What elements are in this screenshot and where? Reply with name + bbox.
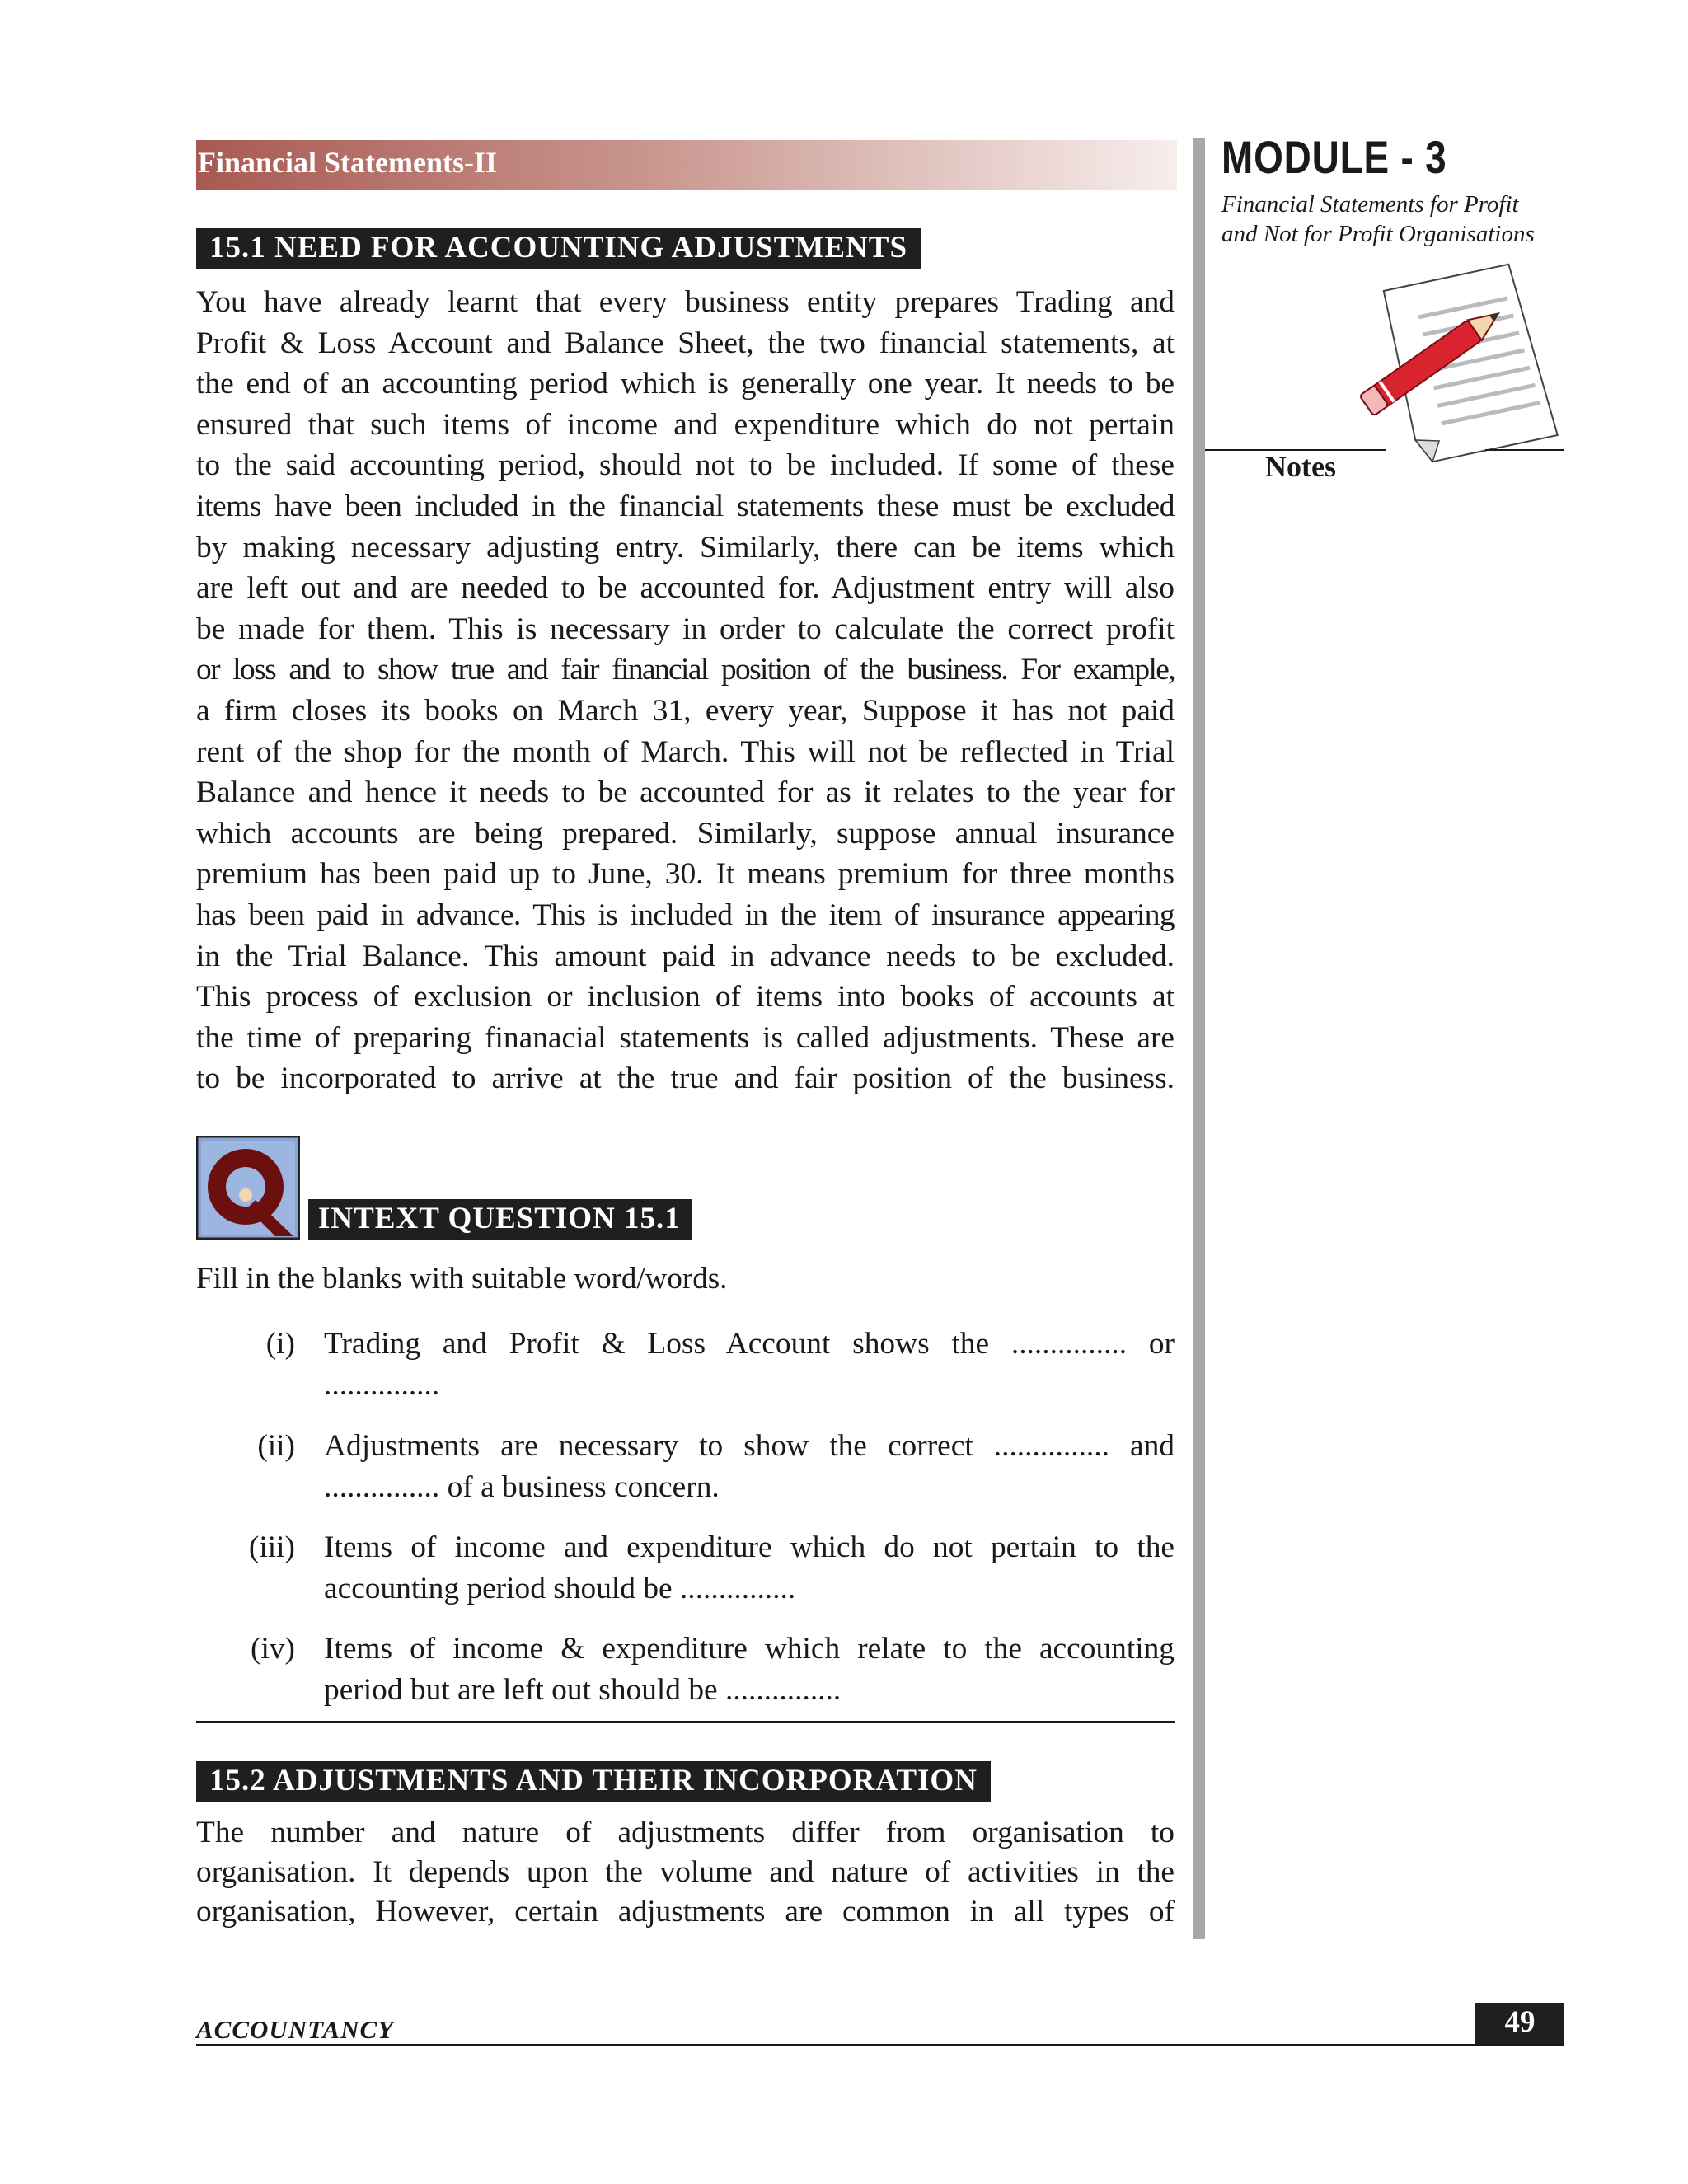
question-text [324,1629,1175,1710]
module-subtitle-line1: Financial Statements for Profit [1221,191,1519,218]
question-line: Items of income & expenditure which relate to the accounting [324,1632,1175,1666]
question-instruction: Fill in the blanks with suitable word/words. [196,1262,728,1296]
paragraph-line: Balance and hence it needs to be accounted for as it relates to the year for [196,776,1175,810]
question-number: (iv) [251,1632,295,1666]
paragraph-line: rent of the shop for the month of March. This will not be reflected in Trial [196,734,1175,769]
paragraph-line: ensured that such items of income and expenditure which do not pertain [196,407,1175,442]
paragraph-line: the end of an accounting period which is generally one year. It needs to be [196,367,1175,401]
chapter-header-band [196,140,1177,190]
paragraph-line: premium has been paid up to June, 30. It means premium for three months [196,857,1175,892]
paragraph-line: which accounts are being prepared. Similarly, suppose annual insurance [196,816,1175,851]
paragraph-line: The number and nature of adjustments differ from organisation to [196,1816,1175,1849]
module-title: MODULE - 3 [1221,131,1447,183]
question-item [196,1324,1175,1406]
paragraph-line: be made for them. This is necessary in order to calculate the correct profit [196,612,1175,646]
question-number: (i) [265,1327,295,1361]
question-q-icon [196,1136,300,1240]
question-line: ............... of a business concern. [324,1469,720,1504]
section-divider [196,1721,1175,1723]
paragraph-line: items have been included in the financial statements these must be excluded [196,489,1175,523]
section-heading-15-2: 15.2 ADJUSTMENTS AND THEIR INCORPORATION [196,1761,991,1802]
question-text [324,1527,1175,1609]
paragraph-line: organisation, However, certain adjustments are common in all types of [196,1895,1175,1929]
question-line: period but are left out should be ............... [324,1672,842,1707]
question-text [324,1324,1175,1405]
notes-rule-right [1485,449,1564,451]
paragraph-line: to be incorporated to arrive at the true and fair position of the business. [196,1062,1175,1096]
section-heading-15-1: 15.1 NEED FOR ACCOUNTING ADJUSTMENTS [196,228,921,269]
module-subtitle [1221,190,1568,249]
page-number: 49 [1475,2003,1564,2044]
section-15-1-paragraph [196,282,1175,1099]
question-line: Trading and Profit & Loss Account shows the ............... or [324,1327,1175,1361]
question-number: (iii) [248,1530,295,1564]
paragraph-line: a firm closes its books on March 31, every year, Suppose it has not paid [196,693,1175,728]
question-text [324,1426,1175,1507]
notes-pencil-icon [1352,251,1574,482]
question-line: accounting period should be ............... [324,1571,796,1605]
question-item [196,1426,1175,1508]
paragraph-line: are left out and are needed to be accounted for. Adjustment entry will also [196,571,1175,606]
paragraph-line: organisation. It depends upon the volume and nature of activities in the [196,1855,1175,1889]
paragraph-line: by making necessary adjusting entry. Similarly, there can be items which [196,530,1175,565]
chapter-title: Financial Statements-II [198,146,497,179]
question-line: Items of income and expenditure which do not pertain to the [324,1530,1175,1564]
paragraph-line: or loss and to show true and fair financial position of the business. For example, [196,653,1175,687]
question-item [196,1527,1175,1610]
paragraph-line: has been paid in advance. This is included in the item of insurance appearing [196,898,1175,932]
module-subtitle-line2: and Not for Profit Organisations [1221,221,1535,247]
paragraph-line: You have already learnt that every business entity prepares Trading and [196,285,1175,319]
notes-label: Notes [1265,450,1336,483]
paragraph-line: in the Trial Balance. This amount paid in advance needs to be excluded. [196,939,1175,973]
paragraph-line: This process of exclusion or inclusion of items into books of accounts at [196,980,1175,1015]
question-line: Adjustments are necessary to show the correct ............... and [324,1429,1175,1463]
footer-rule [196,2044,1564,2046]
question-line: ............... [324,1367,440,1402]
intext-question-heading: INTEXT QUESTION 15.1 [308,1199,692,1240]
paragraph-line: the time of preparing finanacial statements is called adjustments. These are [196,1020,1175,1055]
paragraph-line: Profit & Loss Account and Balance Sheet, the two financial statements, at [196,326,1175,360]
section-15-2-paragraph [196,1813,1175,1932]
question-number: (ii) [257,1429,295,1463]
margin-divider [1193,138,1205,1939]
question-item [196,1629,1175,1711]
footer-subject: ACCOUNTANCY [196,2015,395,2044]
paragraph-line: to the said accounting period, should not to be included. If some of these [196,448,1175,483]
